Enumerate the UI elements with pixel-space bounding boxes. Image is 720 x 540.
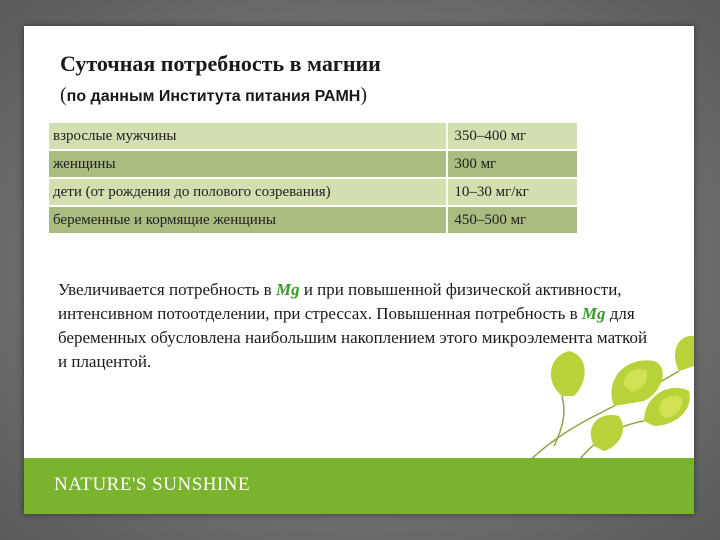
footer-bar [24, 458, 694, 514]
slide-title: Суточная потребность в магнии [60, 51, 381, 76]
table-cell-value: 300 мг [447, 150, 577, 178]
table-cell-value: 450–500 мг [447, 206, 577, 234]
table-row [49, 150, 577, 178]
subtitle-close-paren: ) [360, 84, 368, 106]
subtitle-source: по данным Института питания РАМН [66, 88, 361, 105]
subtitle-open-paren: ( [60, 84, 67, 106]
requirement-table [49, 123, 577, 235]
table-cell-value: 350–400 мг [447, 123, 577, 150]
slide-subtitle [60, 82, 367, 110]
table-cell-group: взрослые мужчины [49, 123, 447, 150]
table-cell-group: женщины [49, 150, 447, 178]
table-cell-group: беременные и кормящие женщины [49, 206, 447, 234]
paragraph-part: и при повышенной физической активности, интенсивном потоотделении, при стрессах. Повышенная потребность в [58, 280, 622, 323]
table-cell-group: дети (от рождения до полового созревания) [49, 178, 447, 206]
slide [24, 26, 694, 514]
table-cell-value: 10–30 мг/кг [447, 178, 577, 206]
mg-symbol: Mg [581, 304, 606, 323]
table-row [49, 178, 577, 206]
paragraph-part: для беременных обусловлена наибольшим накоплением этого микроэлемента маткой и плацентой. [58, 304, 648, 371]
table-row [49, 206, 577, 234]
mg-symbol: Mg [275, 280, 300, 299]
brand-logo: NATURE'S SUNSHINE [54, 474, 251, 495]
table-row [49, 123, 577, 150]
ginkgo-leaves-icon [494, 326, 694, 466]
paragraph-part: Увеличивается потребность в [58, 280, 276, 299]
